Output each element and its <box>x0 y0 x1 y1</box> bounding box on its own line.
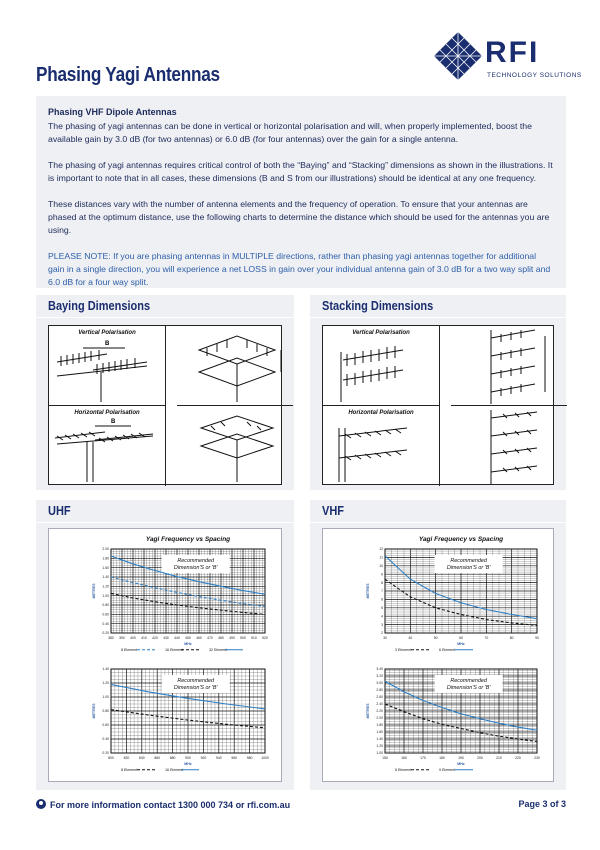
vhf-bottom-x-tick-label: 220 <box>515 756 521 760</box>
intro-heading: Phasing VHF Dipole Antennas <box>48 107 177 117</box>
vhf-top-x-tick-label: 90 <box>535 636 539 640</box>
vhf-bottom-x-tick-label: 210 <box>496 756 502 760</box>
vhf-top-y-tick-label: 5 <box>381 606 383 610</box>
footer-contact[interactable] <box>36 799 290 810</box>
baying-horizontal-side-cell <box>177 406 293 486</box>
vhf-top-annotation-line2: Dimension'S or 'B' <box>446 565 491 571</box>
uhf-top-x-tick-label: 450 <box>185 636 191 640</box>
vhf-top-x-tick-label: 40 <box>408 636 413 640</box>
baying-vertical-side-cell <box>177 326 293 406</box>
vhf-top-y-tick-label: 12 <box>379 547 383 552</box>
uhf-top-y-tick-label: 1.40 <box>102 575 109 580</box>
contact-person-icon <box>36 799 46 809</box>
uhf-top-x-tick-label: 400 <box>130 636 136 640</box>
uhf-top-xlabel: MHz <box>184 642 192 646</box>
vhf-bottom-x-tick-label: 230 <box>534 756 540 760</box>
baying-title: Baying Dimensions <box>48 299 151 313</box>
stacking-panel <box>310 295 566 490</box>
uhf-bottom-y-tick-label: 1.40 <box>102 667 109 672</box>
uhf-bottom-x-tick-label: 800 <box>108 756 114 760</box>
uhf-bottom-x-tick-label: 820 <box>123 756 130 760</box>
vhf-bottom-y-tick-label: 2.00 <box>376 716 383 721</box>
globe-mesh-icon <box>432 30 484 82</box>
uhf-bottom-y-tick-label: 1.00 <box>102 695 109 700</box>
uhf-bottom-x-tick-label: 900 <box>185 756 191 760</box>
vhf-top-y-tick-label: 10 <box>379 564 383 568</box>
uhf-panel <box>36 500 294 790</box>
vhf-top-xlabel: MHz <box>457 642 465 646</box>
uhf-bottom-x-tick-label: 980 <box>246 756 253 760</box>
uhf-top-x-tick-label: 420 <box>152 636 158 640</box>
vhf-top-x-tick-label: 60 <box>459 636 463 640</box>
vhf-top-x-tick-label: 80 <box>509 636 514 640</box>
vhf-top-x-tick-label: 70 <box>484 636 489 640</box>
vhf-panel <box>310 500 566 790</box>
vhf-top-legend-label: 3 Element <box>395 648 412 652</box>
vhf-bottom-y-tick-label: 1.00 <box>376 751 383 756</box>
vhf-bottom-y-tick-label: 3.20 <box>376 674 383 679</box>
stacking-vertical-side-cell <box>451 326 567 406</box>
vhf-top-y-tick-label: 7 <box>381 589 383 594</box>
stacking-horizontal-cell <box>323 406 440 486</box>
intro-paragraph-2: The phasing of yagi antennas requires critical control of both the “Baying” and “Stacking” dimensions as shown in the illustrations. It is important to note that in all cases, these dimensions (B and S from our illustrations) should be identical at any one frequency. <box>48 160 553 183</box>
vhf-bottom-y-tick-label: 3.00 <box>376 681 383 686</box>
intro-paragraph-3: These distances vary with the number of antenna elements and the frequency of operation. To ensure that your antennas are phased at the optimum distance, use the following charts to determine the distance which should be used for the antennas you are using. <box>48 199 550 235</box>
vhf-bottom-y-tick-label: 2.80 <box>376 688 383 693</box>
baying-horizontal-label: Horizontal Polarisation <box>74 410 140 416</box>
stacking-horizontal-label: Horizontal Polarisation <box>348 410 414 416</box>
uhf-bottom-annotation-line2: Dimension'S or 'B' <box>173 685 218 691</box>
vhf-bottom-y-tick-label: 1.40 <box>376 737 383 742</box>
uhf-top-x-tick-label: 440 <box>174 636 180 640</box>
baying-diagram-grid <box>48 325 282 485</box>
vhf-bottom-xlabel: MHz <box>457 762 465 766</box>
uhf-bottom-x-tick-label: 920 <box>200 756 207 760</box>
uhf-top-x-tick-label: 520 <box>262 636 268 640</box>
baying-vertical-label: Vertical Polarisation <box>78 330 136 336</box>
uhf-top-legend-label: 8 Element <box>121 648 138 652</box>
uhf-top-x-tick-label: 490 <box>229 636 235 640</box>
vhf-top-x-tick-label: 30 <box>383 636 387 640</box>
baying-panel <box>36 295 294 490</box>
rfi-logo <box>432 30 582 86</box>
uhf-bottom-x-tick-label: 880 <box>169 756 176 760</box>
uhf-bottom-x-tick-label: 960 <box>231 756 238 760</box>
vhf-top-y-tick-label: 8 <box>381 580 383 585</box>
uhf-bottom-x-tick-label: 940 <box>215 756 222 760</box>
vhf-bottom-x-tick-label: 190 <box>458 756 464 760</box>
uhf-top-y-tick-label: 1.00 <box>102 593 109 598</box>
page-title: Phasing Yagi Antennas <box>36 64 220 86</box>
vhf-top-x-tick-label: 50 <box>433 636 438 640</box>
uhf-top-x-tick-label: 430 <box>163 636 169 640</box>
stacking-title: Stacking Dimensions <box>322 299 434 313</box>
uhf-bottom-chart <box>92 667 269 772</box>
baying-horizontal-cell <box>49 406 166 486</box>
uhf-bottom-y-tick-label: 1.20 <box>102 681 109 686</box>
uhf-top-y-tick-label: 2.00 <box>102 547 109 552</box>
uhf-top-x-tick-label: 500 <box>240 636 246 640</box>
uhf-top-x-tick-label: 410 <box>141 636 147 640</box>
stacking-horizontal-side-cell <box>451 406 567 486</box>
uhf-top-annotation-line2: Dimension'S or 'B' <box>173 565 218 571</box>
vhf-top-y-tick-label: 11 <box>379 555 383 560</box>
vhf-bottom-annotation-line2: Dimension'S or 'B' <box>446 685 491 691</box>
vhf-bottom-x-tick-label: 200 <box>477 756 483 760</box>
uhf-top-y-tick-label: 1.20 <box>102 584 109 589</box>
vhf-bottom-y-tick-label: 1.80 <box>376 723 383 728</box>
uhf-top-title: Yagi Frequency vs Spacing <box>145 536 231 543</box>
baying-vertical-diagram <box>49 326 165 406</box>
vhf-top-y-tick-label: 6 <box>381 597 383 602</box>
uhf-top-x-tick-label: 480 <box>218 636 224 640</box>
uhf-top-y-tick-label: 0.60 <box>102 612 109 617</box>
uhf-top-x-tick-label: 470 <box>207 636 213 640</box>
vhf-bottom-chart <box>366 667 540 772</box>
vhf-charts <box>323 529 555 783</box>
uhf-top-y-tick-label: 0.80 <box>102 603 109 608</box>
vhf-top-y-tick-label: 9 <box>381 572 383 577</box>
uhf-bottom-legend-label: 8 Element <box>121 768 138 772</box>
uhf-bottom-y-tick-label: 0.20 <box>102 751 109 756</box>
stacking-diagram-grid <box>322 325 554 485</box>
svg-text:B: B <box>111 419 116 425</box>
baying-vertical-cell <box>49 326 166 406</box>
uhf-bottom-annotation-line1: Recommended <box>177 678 214 684</box>
uhf-top-legend-label: 16 Element <box>165 648 184 652</box>
vhf-bottom-annotation-line1: Recommended <box>450 678 487 684</box>
dim-b-label: B <box>105 341 110 347</box>
uhf-top-y-tick-label: 1.60 <box>102 565 109 570</box>
vhf-bottom-legend-label: 6 Element <box>395 768 412 772</box>
vhf-bottom-y-tick-label: 2.20 <box>376 709 383 714</box>
intro-paragraph-1: The phasing of yagi antennas can be done in vertical or horizontal polarisation and will, when properly implemented, boost the available gain by 3.0 dB (for two antennas) or 6.0 dB (for four antennas) over the gain for a single antenna. <box>48 121 532 144</box>
uhf-top-legend-label: 32 Element <box>209 648 228 652</box>
uhf-top-y-tick-label: 1.80 <box>102 556 109 561</box>
vhf-top-annotation-line1: Recommended <box>450 558 487 564</box>
vhf-top-y-tick-label: 3 <box>381 622 383 627</box>
logo-subtext: TECHNOLOGY SOLUTIONS <box>487 72 582 79</box>
uhf-top-x-tick-label: 380 <box>108 636 114 640</box>
vhf-title: VHF <box>322 504 344 518</box>
vhf-bottom-x-tick-label: 160 <box>401 756 407 760</box>
vhf-top-legend-label: 6 Element <box>439 648 456 652</box>
logo-text: RFI <box>485 36 540 69</box>
uhf-bottom-x-tick-label: 860 <box>154 756 161 760</box>
vhf-bottom-y-tick-label: 1.20 <box>376 744 383 749</box>
vhf-bottom-legend-label: 9 Element <box>439 768 456 772</box>
vhf-bottom-ylabel: METRES <box>366 703 370 719</box>
uhf-top-x-tick-label: 390 <box>119 636 125 640</box>
vhf-bottom-y-tick-label: 3.40 <box>376 667 383 672</box>
footer-contact-text[interactable]: For more information contact 1300 000 734 or rfi.com.au <box>50 800 291 810</box>
uhf-top-chart <box>92 536 268 652</box>
vhf-bottom-x-tick-label: 150 <box>382 756 388 760</box>
vhf-top-ylabel: METRES <box>366 583 370 599</box>
vhf-top-chart <box>366 536 539 652</box>
uhf-top-y-tick-label: 0.40 <box>102 621 109 626</box>
uhf-bottom-legend-label: 16 Element <box>165 768 184 772</box>
vhf-bottom-y-tick-label: 2.40 <box>376 702 383 707</box>
vhf-top-y-tick-label: 4 <box>381 614 383 619</box>
uhf-top-x-tick-label: 460 <box>196 636 202 640</box>
stacking-vertical-label: Vertical Polarisation <box>352 330 410 336</box>
vhf-chart-box <box>322 528 554 782</box>
intro-box <box>36 96 566 288</box>
vhf-bottom-x-tick-label: 180 <box>439 756 445 760</box>
uhf-bottom-x-tick-label: 1000 <box>261 756 269 760</box>
uhf-bottom-y-tick-label: 0.60 <box>102 723 109 728</box>
uhf-bottom-xlabel: MHz <box>184 762 192 766</box>
vhf-bottom-y-tick-label: 1.60 <box>376 730 383 735</box>
vhf-top-y-tick-label: 2 <box>381 631 383 636</box>
uhf-bottom-y-tick-label: 0.80 <box>102 709 109 714</box>
uhf-top-x-tick-label: 510 <box>251 636 257 640</box>
intro-note: PLEASE NOTE: If you are phasing antennas in MULTIPLE directions, rather than phasing yagi antennas together for additional gain in a single direction, you will experience a net LOSS in gain over your individual antenna gain of 3.0 dB for a two way split and 6.0 dB for a four way split. <box>48 251 551 287</box>
uhf-top-y-tick-label: 0.20 <box>102 631 109 636</box>
uhf-top-annotation-line1: Recommended <box>177 558 214 564</box>
vhf-bottom-y-tick-label: 2.60 <box>376 695 383 700</box>
vhf-top-title: Yagi Frequency vs Spacing <box>418 536 504 543</box>
uhf-chart-box <box>48 528 282 782</box>
uhf-bottom-y-tick-label: 0.40 <box>102 737 109 742</box>
uhf-bottom-x-tick-label: 840 <box>138 756 145 760</box>
uhf-charts <box>49 529 283 783</box>
page-number: Page 3 of 3 <box>518 799 566 809</box>
vhf-bottom-x-tick-label: 170 <box>420 756 426 760</box>
stacking-vertical-cell <box>323 326 440 406</box>
uhf-bottom-ylabel: METRES <box>92 703 96 719</box>
uhf-top-ylabel: METRES <box>92 583 96 599</box>
uhf-title: UHF <box>48 504 71 518</box>
